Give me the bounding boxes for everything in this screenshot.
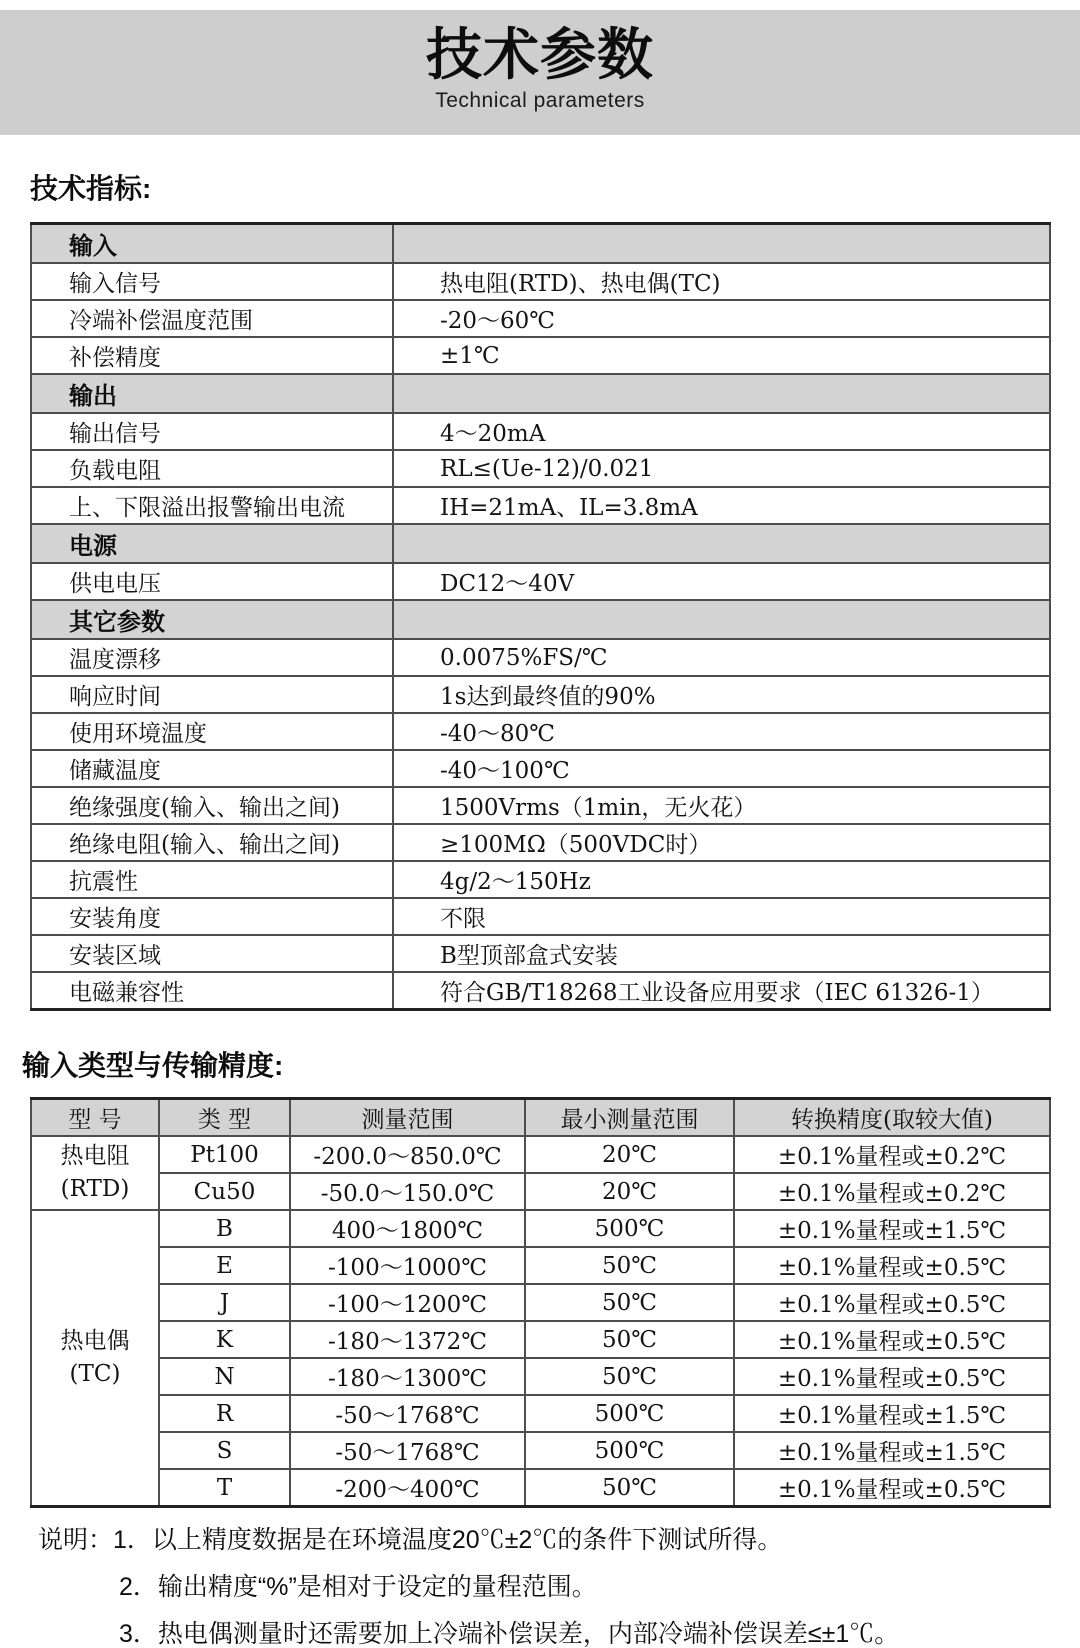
param-label: 输出信号 [31, 413, 393, 450]
table-row [31, 1173, 1050, 1210]
table-row [31, 1247, 1050, 1284]
param-label: 安装角度 [31, 898, 393, 935]
table-row [31, 824, 1050, 861]
table-row [31, 600, 1050, 639]
range-cell: -50～1768℃ [290, 1432, 525, 1469]
type-cell: K [159, 1321, 290, 1358]
column-header: 型 号 [31, 1099, 159, 1137]
section-label: 输出 [31, 374, 393, 413]
param-value: 4g/2～150Hz [393, 861, 1050, 898]
accuracy-cell: ±0.1%量程或±0.5℃ [734, 1247, 1050, 1284]
table-row [31, 487, 1050, 524]
accuracy-table-head [31, 1099, 1050, 1137]
param-value: 不限 [393, 898, 1050, 935]
table-row [31, 861, 1050, 898]
table-row [31, 676, 1050, 713]
min-range-cell: 500℃ [525, 1210, 734, 1247]
param-label: 抗震性 [31, 861, 393, 898]
param-label: 冷端补偿温度范围 [31, 300, 393, 337]
table-row [31, 263, 1050, 300]
table-row [31, 787, 1050, 824]
section-label: 输入 [31, 224, 393, 264]
table-row [31, 1432, 1050, 1469]
accuracy-cell: ±0.1%量程或±1.5℃ [734, 1210, 1050, 1247]
type-cell: Pt100 [159, 1136, 290, 1173]
type-cell: R [159, 1395, 290, 1432]
type-cell: B [159, 1210, 290, 1247]
section-spacer [393, 600, 1050, 639]
section-label: 电源 [31, 524, 393, 563]
param-value: ≥100MΩ（500VDC时） [393, 824, 1050, 861]
table-row [31, 300, 1050, 337]
accuracy-table-body [31, 1136, 1050, 1507]
range-cell: -100～1000℃ [290, 1247, 525, 1284]
param-label: 使用环境温度 [31, 713, 393, 750]
column-header: 最小测量范围 [525, 1099, 734, 1137]
param-label: 补偿精度 [31, 337, 393, 374]
param-value: RL≤(Ue-12)/0.021 [393, 450, 1050, 487]
page-subtitle: Technical parameters [435, 88, 645, 112]
column-header: 转换精度(取较大值) [734, 1099, 1050, 1137]
param-value: -40～100℃ [393, 750, 1050, 787]
param-label: 温度漂移 [31, 639, 393, 676]
accuracy-cell: ±0.1%量程或±0.2℃ [734, 1136, 1050, 1173]
min-range-cell: 20℃ [525, 1136, 734, 1173]
param-label: 储藏温度 [31, 750, 393, 787]
param-value: B型顶部盒式安装 [393, 935, 1050, 972]
spec-table [30, 222, 1051, 1011]
table-row [31, 563, 1050, 600]
param-value: 0.0075%FS/℃ [393, 639, 1050, 676]
table-row [31, 1210, 1050, 1247]
note-line-3: 3．热电偶测量时还需要加上冷端补偿误差，内部冷端补偿误差≤±1℃。 [119, 1620, 900, 1648]
section-spacer [393, 374, 1050, 413]
param-value: 符合GB/T18268工业设备应用要求（IEC 61326-1） [393, 972, 1050, 1010]
param-value: DC12～40V [393, 563, 1050, 600]
min-range-cell: 50℃ [525, 1358, 734, 1395]
type-cell: Cu50 [159, 1173, 290, 1210]
column-header: 测量范围 [290, 1099, 525, 1137]
param-value: IH=21mA、IL=3.8mA [393, 487, 1050, 524]
table-row [31, 1395, 1050, 1432]
type-cell: T [159, 1469, 290, 1507]
range-cell: -200～400℃ [290, 1469, 525, 1507]
param-label: 绝缘电阻(输入、输出之间) [31, 824, 393, 861]
param-value: 1s达到最终值的90% [393, 676, 1050, 713]
table-row [31, 374, 1050, 413]
notes [38, 1528, 1080, 1647]
note-line-1: 说明：1．以上精度数据是在环境温度20℃±2℃的条件下测试所得。 [38, 1526, 783, 1554]
param-value: ±1℃ [393, 337, 1050, 374]
param-value: -20～60℃ [393, 300, 1050, 337]
param-label: 供电电压 [31, 563, 393, 600]
table-row [31, 935, 1050, 972]
accuracy-cell: ±0.1%量程或±0.5℃ [734, 1469, 1050, 1507]
min-range-cell: 20℃ [525, 1173, 734, 1210]
param-label: 输入信号 [31, 263, 393, 300]
spec-heading: 技术指标: [30, 173, 152, 204]
param-label: 上、下限溢出报警输出电流 [31, 487, 393, 524]
range-cell: -180～1300℃ [290, 1358, 525, 1395]
spec-table-body [31, 224, 1050, 1010]
table-row [31, 413, 1050, 450]
param-value: 4～20mA [393, 413, 1050, 450]
min-range-cell: 50℃ [525, 1247, 734, 1284]
header-row [31, 1099, 1050, 1137]
model-cell: 热电阻 (RTD) [31, 1136, 159, 1210]
accuracy-heading: 输入类型与传输精度: [22, 1050, 284, 1081]
note-line-2: 2．输出精度“%”是相对于设定的量程范围。 [119, 1573, 597, 1601]
param-label: 电磁兼容性 [31, 972, 393, 1010]
section-spacer [393, 524, 1050, 563]
range-cell: -200.0～850.0℃ [290, 1136, 525, 1173]
accuracy-cell: ±0.1%量程或±0.5℃ [734, 1284, 1050, 1321]
min-range-cell: 500℃ [525, 1432, 734, 1469]
range-cell: -180～1372℃ [290, 1321, 525, 1358]
param-label: 负载电阻 [31, 450, 393, 487]
type-cell: N [159, 1358, 290, 1395]
accuracy-cell: ±0.1%量程或±0.2℃ [734, 1173, 1050, 1210]
page [0, 10, 1080, 1648]
range-cell: -50.0～150.0℃ [290, 1173, 525, 1210]
accuracy-table [30, 1097, 1051, 1508]
table-row [31, 337, 1050, 374]
accuracy-cell: ±0.1%量程或±1.5℃ [734, 1432, 1050, 1469]
table-row [31, 639, 1050, 676]
param-value: -40～80℃ [393, 713, 1050, 750]
range-cell: -50～1768℃ [290, 1395, 525, 1432]
header-band [0, 10, 1080, 135]
table-row [31, 1284, 1050, 1321]
table-row [31, 972, 1050, 1010]
page-title: 技术参数 [426, 23, 654, 86]
table-row [31, 1469, 1050, 1507]
range-cell: -100～1200℃ [290, 1284, 525, 1321]
section-spacer [393, 224, 1050, 264]
table-row [31, 524, 1050, 563]
param-label: 响应时间 [31, 676, 393, 713]
model-cell: 热电偶 (TC) [31, 1210, 159, 1507]
range-cell: 400～1800℃ [290, 1210, 525, 1247]
type-cell: S [159, 1432, 290, 1469]
type-cell: E [159, 1247, 290, 1284]
table-row [31, 1321, 1050, 1358]
min-range-cell: 50℃ [525, 1321, 734, 1358]
table-row [31, 224, 1050, 264]
column-header: 类 型 [159, 1099, 290, 1137]
param-label: 安装区域 [31, 935, 393, 972]
min-range-cell: 500℃ [525, 1395, 734, 1432]
table-row [31, 1358, 1050, 1395]
param-value: 1500Vrms（1min，无火花） [393, 787, 1050, 824]
min-range-cell: 50℃ [525, 1284, 734, 1321]
accuracy-cell: ±0.1%量程或±0.5℃ [734, 1321, 1050, 1358]
table-row [31, 1136, 1050, 1173]
table-row [31, 898, 1050, 935]
table-row [31, 750, 1050, 787]
param-label: 绝缘强度(输入、输出之间) [31, 787, 393, 824]
accuracy-cell: ±0.1%量程或±0.5℃ [734, 1358, 1050, 1395]
section-label: 其它参数 [31, 600, 393, 639]
table-row [31, 713, 1050, 750]
type-cell: J [159, 1284, 290, 1321]
param-value: 热电阻(RTD)、热电偶(TC) [393, 263, 1050, 300]
table-row [31, 450, 1050, 487]
min-range-cell: 50℃ [525, 1469, 734, 1507]
accuracy-cell: ±0.1%量程或±1.5℃ [734, 1395, 1050, 1432]
